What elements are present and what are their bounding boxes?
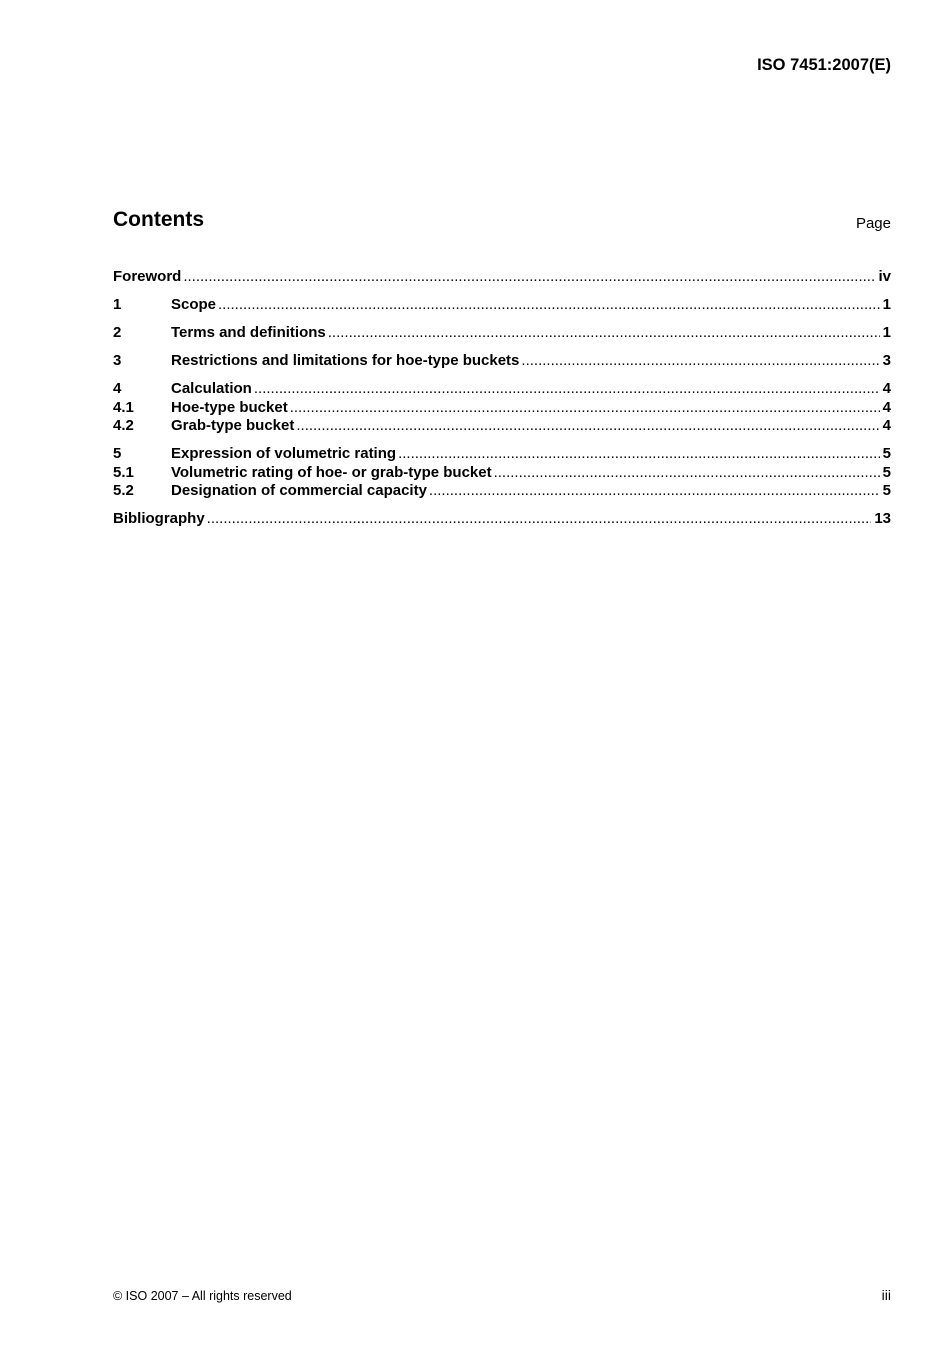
toc-entry-page: 3 xyxy=(882,351,891,369)
toc-entry-number: 4.1 xyxy=(113,398,134,416)
dot-leader xyxy=(218,296,880,315)
dot-leader xyxy=(398,445,880,464)
toc-entry-page: 1 xyxy=(882,295,891,313)
dot-leader xyxy=(328,324,880,343)
dot-leader xyxy=(183,268,875,287)
toc-entry-foreword[interactable] xyxy=(113,268,891,287)
dot-leader xyxy=(429,482,880,501)
toc-entry-number: 5.1 xyxy=(113,463,134,481)
page-column-label: Page xyxy=(855,215,891,232)
toc-entry-title: Bibliography xyxy=(113,510,205,528)
toc-entry-restrictions[interactable] xyxy=(113,352,891,371)
toc-entry-number: 3 xyxy=(113,351,122,369)
toc-entry-page: iv xyxy=(878,268,891,285)
toc-entry-title: Restrictions and limitations for hoe-type buckets xyxy=(171,351,520,369)
toc-entry-title: Volumetric rating of hoe- or grab-type bucket xyxy=(171,463,492,481)
toc-entry-page: 5 xyxy=(882,482,891,500)
toc-entry-scope[interactable] xyxy=(113,296,891,315)
toc-entry-title: Grab-type bucket xyxy=(171,417,295,435)
toc-entry-hoe-type-bucket[interactable] xyxy=(113,399,891,418)
toc-entry-terms-and-definitions[interactable] xyxy=(113,324,891,343)
dot-leader xyxy=(296,417,879,436)
toc-entry-title: Calculation xyxy=(171,379,252,397)
toc-entry-number: 1 xyxy=(113,295,122,313)
toc-entry-title: Designation of commercial capacity xyxy=(171,482,427,500)
dot-leader xyxy=(254,380,880,399)
toc-entry-bibliography[interactable] xyxy=(113,510,891,529)
toc-entry-grab-type-bucket[interactable] xyxy=(113,417,891,436)
toc-entry-number: 5.2 xyxy=(113,482,134,500)
toc-entry-page: 4 xyxy=(882,398,891,416)
toc-entry-page: 5 xyxy=(882,445,891,463)
dot-leader xyxy=(207,510,872,529)
toc-entry-page: 4 xyxy=(882,417,891,435)
toc-entry-number: 2 xyxy=(113,323,122,341)
toc-entry-page: 13 xyxy=(874,510,891,528)
toc-entry-page: 4 xyxy=(882,379,891,397)
contents-header xyxy=(113,208,891,238)
toc-entry-title: Foreword xyxy=(113,268,182,285)
document-id: ISO 7451:2007(E) xyxy=(757,56,891,74)
contents-title: Contents xyxy=(113,208,204,231)
dot-leader xyxy=(494,464,880,483)
table-of-contents xyxy=(113,268,891,529)
toc-entry-number: 4 xyxy=(113,379,122,397)
toc-entry-page: 1 xyxy=(882,323,891,341)
dot-leader xyxy=(290,399,880,418)
toc-entry-title: Expression of volumetric rating xyxy=(171,445,397,463)
toc-entry-title: Terms and definitions xyxy=(171,323,326,341)
copyright-notice: © ISO 2007 – All rights reserved xyxy=(113,1289,292,1303)
toc-entry-title: Hoe-type bucket xyxy=(171,398,288,416)
dot-leader xyxy=(521,352,879,371)
toc-entry-title: Scope xyxy=(171,295,217,313)
toc-entry-commercial-capacity[interactable] xyxy=(113,482,891,501)
toc-entry-volumetric-rating[interactable] xyxy=(113,464,891,483)
toc-entry-page: 5 xyxy=(882,463,891,481)
toc-entry-number: 5 xyxy=(113,445,122,463)
toc-entry-number: 4.2 xyxy=(113,417,134,435)
toc-entry-expression-of-volumetric-rating[interactable] xyxy=(113,445,891,464)
toc-entry-calculation[interactable] xyxy=(113,380,891,399)
page-number: iii xyxy=(881,1287,891,1303)
